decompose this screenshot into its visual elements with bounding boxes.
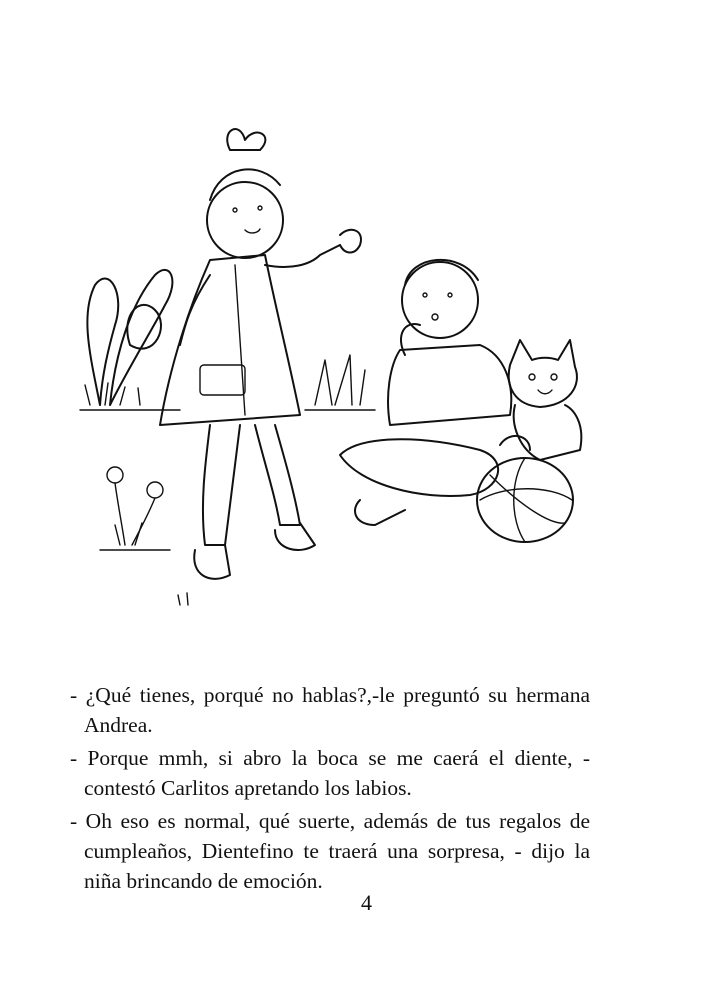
ball <box>477 458 573 542</box>
dialogue-paragraph: - ¿Qué tienes, porqué no hablas?,-le preguntó su hermana Andrea. <box>70 683 590 737</box>
girl-andrea <box>160 129 361 579</box>
cat <box>509 340 582 460</box>
page-number: 4 <box>361 890 372 915</box>
grass <box>178 355 375 605</box>
story-text <box>70 680 590 899</box>
left-plant <box>80 270 180 410</box>
dialogue-paragraph: - Porque mmh, si abro la boca se me caerá el diente, - contestó Carlitos apretando los labios. <box>70 746 590 800</box>
dialogue-paragraph: - Oh eso es normal, qué suerte, además de tus regalos de cumpleaños, Dientefino te traerá una sorpresa, - dijo la niña brincando de emoción. <box>70 809 590 893</box>
children-and-cat-drawing <box>60 105 600 615</box>
coloring-illustration <box>60 105 600 615</box>
flowers <box>100 467 170 550</box>
